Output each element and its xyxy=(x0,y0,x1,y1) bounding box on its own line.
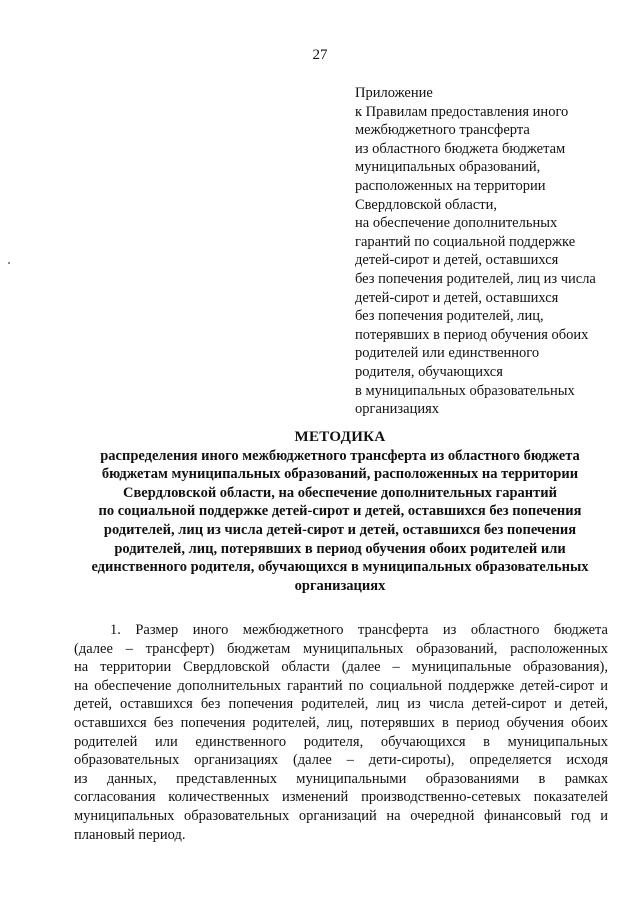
paragraph-line: детей, оставшихся без попечения родителей, лиц из числа детей-сирот и детей, xyxy=(74,696,608,713)
appendix-header xyxy=(355,84,625,419)
paragraph-line: (далее – трансферт) бюджетам муниципальных образований, расположенных xyxy=(74,640,608,657)
appendix-line: из областного бюджета бюджетам xyxy=(355,140,566,157)
paragraph-line: оставшихся без попечения родителей, лиц, потерявших в период обучения обоих xyxy=(74,714,608,731)
paragraph-line: плановый период. xyxy=(74,826,186,843)
appendix-line: детей-сирот и детей, оставшихся xyxy=(355,252,559,269)
title-line: по социальной поддержке детей-сирот и детей, оставшихся без попечения xyxy=(98,503,582,520)
title-line: распределения иного межбюджетного трансферта из областного бюджета xyxy=(100,447,580,464)
paragraph-1 xyxy=(74,621,608,844)
paragraph-line: родителей или единственного родителя, обучающихся в муниципальных xyxy=(74,733,608,750)
appendix-line: на обеспечение дополнительных xyxy=(355,215,558,232)
paragraph-line: муниципальных образовательных организаций на очередной финансовый год и xyxy=(74,807,608,824)
appendix-line: без попечения родителей, лиц, xyxy=(355,308,544,325)
title-line: родителей, лиц, потерявших в период обучения обоих родителей или xyxy=(114,540,566,557)
title-line: единственного родителя, обучающихся в муниципальных образовательных xyxy=(91,559,589,576)
title-heading: МЕТОДИКА xyxy=(294,429,386,445)
appendix-line: Приложение xyxy=(355,85,433,101)
paragraph-line: образовательных организациях (далее – дети-сироты), определяется исходя xyxy=(74,752,608,769)
title-line: Свердловской области, на обеспечение дополнительных гарантий xyxy=(123,484,557,501)
appendix-line: детей-сирот и детей, оставшихся xyxy=(355,289,559,306)
page-number: 27 xyxy=(312,47,328,63)
paragraph-line: на обеспечение дополнительных гарантий по социальной поддержке детей-сирот и xyxy=(74,677,608,694)
paragraph-line: на территории Свердловской области (далее – муниципальные образования), xyxy=(74,659,608,676)
appendix-line: Свердловской области, xyxy=(355,196,498,213)
appendix-line: гарантий по социальной поддержке xyxy=(355,233,576,250)
title-line: организациях xyxy=(294,577,386,594)
appendix-line: межбюджетного трансферта xyxy=(355,122,530,139)
scan-artifact-dot xyxy=(8,262,10,264)
appendix-line: муниципальных образований, xyxy=(355,159,541,176)
appendix-line: в муниципальных образовательных xyxy=(355,382,575,399)
title-line: бюджетам муниципальных образований, расположенных на территории xyxy=(101,466,579,483)
document-title xyxy=(70,428,610,595)
appendix-line: к Правилам предоставления иного xyxy=(355,103,569,120)
paragraph-line: 1. Размер иного межбюджетного трансферта из областного бюджета xyxy=(110,622,608,638)
paragraph-line: из данных, представленных муниципальными образованиями в рамках xyxy=(74,770,608,787)
paragraph-line: согласования количественных изменений производственно-сетевых показателей xyxy=(74,789,608,806)
appendix-line: организациях xyxy=(355,401,440,418)
title-line: родителей, лиц из числа детей-сирот и детей, оставшихся без попечения xyxy=(103,521,577,538)
appendix-line: родителей или единственного xyxy=(355,345,540,362)
appendix-line: без попечения родителей, лиц из числа xyxy=(355,270,596,287)
appendix-line: потерявших в период обучения обоих xyxy=(355,326,589,343)
appendix-line: расположенных на территории xyxy=(355,177,546,194)
appendix-line: родителя, обучающихся xyxy=(355,363,503,380)
